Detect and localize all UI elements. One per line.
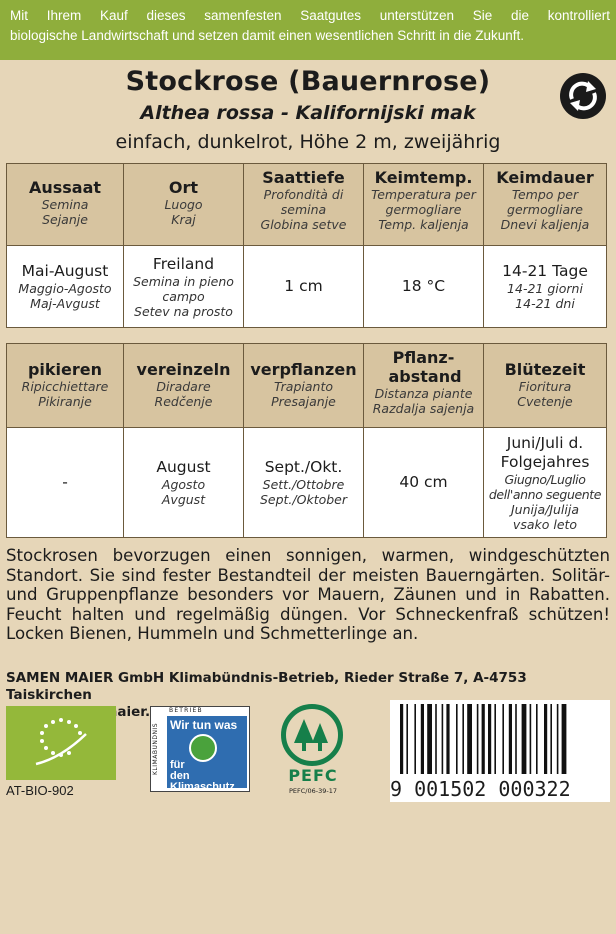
sowing-table — [6, 163, 607, 328]
company-address: SAMEN MAIER GmbH Klimabündnis-Betrieb, Rieder Straße 7, A-4753 Taiskirchen — [6, 670, 527, 703]
value-bluetezeit: Juni/Juli d. Folgejahres Giugno/Luglio dell'anno seguente Junija/Julija vsako leto — [484, 428, 607, 538]
organic-banner — [0, 0, 616, 60]
header-keimtemp: Keimtemp. Temperatura per germogliare Temp. kaljenja — [364, 164, 484, 246]
care-table-values — [7, 428, 607, 538]
header-vereinzeln: vereinzeln Diradare Redčenje — [124, 344, 244, 428]
value-ort: Freiland Semina in pieno campo Setev na prosto — [124, 246, 244, 328]
klimabuendnis-logo — [150, 706, 250, 792]
klima-betrieb-text: BETRIEB — [169, 707, 203, 714]
globe-icon — [189, 734, 217, 762]
pefc-word: PEFC — [288, 766, 338, 785]
value-keimtemp: 18 °C — [364, 246, 484, 328]
product-title: Stockrose (Bauernrose) — [125, 66, 491, 97]
header-aussaat: Aussaat Semina Sejanje — [7, 164, 124, 246]
value-vereinzeln: August Agosto Avgust — [124, 428, 244, 538]
header-pflanzabstand: Pflanz-abstand Distanza piante Razdalja sajenja — [364, 344, 484, 428]
value-verpflanzen: Sept./Okt. Sett./Ottobre Sept./Oktober — [244, 428, 364, 538]
sowing-table-values — [7, 246, 607, 328]
klima-slogan-1: Wir tun was — [170, 718, 238, 732]
klima-slogan-2: für den Klimaschutz — [170, 759, 235, 793]
header-pikieren: pikieren Ripicchiettare Pikiranje — [7, 344, 124, 428]
klima-panel — [167, 716, 247, 793]
value-keimdauer: 14-21 Tage 14-21 giorni 14-21 dni — [484, 246, 607, 328]
header-saattiefe: Saattiefe Profondità di semina Globina setve — [244, 164, 364, 246]
header-bluetezeit: Blütezeit Fioritura Cvetenje — [484, 344, 607, 428]
barcode — [390, 700, 610, 802]
header-keimdauer: Keimdauer Tempo per germogliare Dnevi kaljenja — [484, 164, 607, 246]
klima-side-text: KLIMABÜNDNIS — [152, 723, 159, 776]
sowing-table-header — [7, 164, 607, 246]
product-description: einfach, dunkelrot, Höhe 2 m, zweijährig — [115, 131, 501, 153]
barcode-digits: 9 001502 000322 — [390, 777, 571, 801]
banner-line-1: Mit Ihrem Kauf dieses samenfesten Saatgutes unterstützen Sie die kontrolliert — [10, 8, 610, 23]
care-table — [6, 343, 607, 538]
value-pikieren: - — [7, 428, 124, 538]
pefc-logo — [278, 704, 348, 800]
value-saattiefe: 1 cm — [244, 246, 364, 328]
header-ort: Ort Luogo Kraj — [124, 164, 244, 246]
eu-organic-leaf-icon — [6, 706, 116, 780]
value-aussaat: Mai-August Maggio-Agosto Maj-Avgust — [7, 246, 124, 328]
pefc-tree-icon — [281, 704, 343, 766]
recycle-icon — [560, 73, 606, 119]
header-verpflanzen: verpflanzen Trapianto Presajanje — [244, 344, 364, 428]
care-table-header — [7, 344, 607, 428]
banner-line-2: biologische Landwirtschaft und setzen damit einen wesentlichen Schritt in die Zukunft. — [10, 28, 525, 43]
pefc-code: PEFC/06-39-17 — [289, 787, 337, 795]
value-pflanzabstand: 40 cm — [364, 428, 484, 538]
organic-control-code: AT-BIO-902 — [6, 783, 74, 798]
product-subtitle: Althea rossa - Kalifornijski mak — [140, 102, 476, 124]
cultivation-notes: Stockrosen bevorzugen einen sonnigen, warmen, windgeschützten Standort. Sie sind fester Bestandteil der meisten Bauerngärten. Solitär- und Gruppenpflanze besonders vor Mauern, Zäunen und in Rabatten. Feucht halten und regelmäßig düngen. Vor Schneckenfraß schützen! Locken Bienen, Hummeln und Schmetterlinge an. — [6, 546, 610, 643]
